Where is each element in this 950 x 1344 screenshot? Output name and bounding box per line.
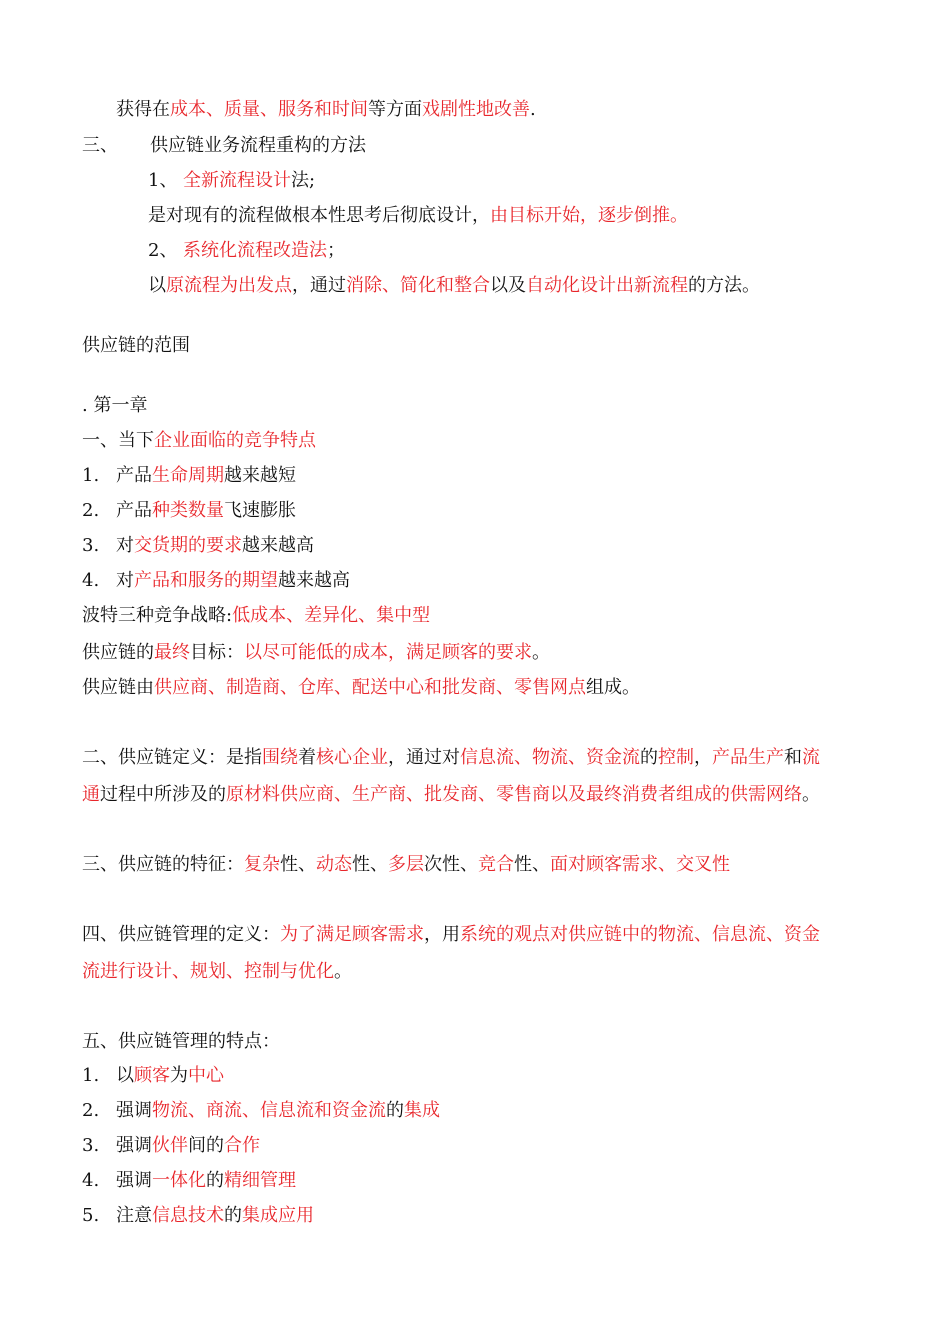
highlighted-text: 种类数量 xyxy=(152,500,224,521)
body-text: 以及 xyxy=(490,275,526,296)
body-text: 等方面 xyxy=(368,99,422,120)
text-line xyxy=(82,641,550,665)
highlighted-text: 通 xyxy=(82,784,100,805)
text-line xyxy=(82,534,314,558)
body-text: 强调 xyxy=(116,1170,152,1191)
highlighted-text: 全新流程设计 xyxy=(183,170,291,191)
list-number: 3. xyxy=(82,1135,100,1156)
highlighted-text: 竞合 xyxy=(478,854,514,875)
body-text: 着 xyxy=(298,747,316,768)
list-number: 1. xyxy=(82,1065,100,1086)
text-line xyxy=(148,204,688,228)
highlighted-text: 由目标开始，逐步倒推。 xyxy=(490,205,688,226)
highlighted-text: 信息流、物流、资金流 xyxy=(460,747,640,768)
highlighted-text: 交货期的要求 xyxy=(134,535,242,556)
highlighted-text: 自动化设计出新流程 xyxy=(526,275,688,296)
highlighted-text: 最终 xyxy=(154,642,190,663)
highlighted-text: 多层 xyxy=(388,854,424,875)
body-text: 对 xyxy=(116,570,134,591)
body-text: 注意 xyxy=(116,1205,152,1226)
body-text: 为 xyxy=(170,1065,188,1086)
list-number: 4. xyxy=(82,1170,100,1191)
highlighted-text: 企业面临的竞争特点 xyxy=(154,430,316,451)
body-text: 次性、 xyxy=(424,854,478,875)
text-line xyxy=(82,676,640,700)
body-text: 越来越短 xyxy=(224,465,296,486)
text-line xyxy=(82,960,352,984)
body-text: 三、供应链的特征： xyxy=(82,854,244,875)
text-line xyxy=(82,429,316,453)
body-text: 强调 xyxy=(116,1135,152,1156)
body-text: ，用 xyxy=(424,924,460,945)
body-text: 的 xyxy=(224,1205,242,1226)
highlighted-text: 成本、质量、服务和时间 xyxy=(170,99,368,120)
text-line xyxy=(116,98,536,122)
body-text: 越来越高 xyxy=(242,535,314,556)
highlighted-text: 消除、简化和整合 xyxy=(346,275,490,296)
highlighted-text: 以尽可能低的成本，满足顾客的要求 xyxy=(244,642,532,663)
highlighted-text: 控制 xyxy=(658,747,694,768)
body-text: 一、当下 xyxy=(82,430,154,451)
body-text: ； xyxy=(327,240,345,261)
body-text: 法; xyxy=(291,170,316,191)
text-line xyxy=(148,169,315,193)
text-line xyxy=(82,1134,260,1158)
body-text: 。 xyxy=(802,784,820,805)
body-text: 的 xyxy=(640,747,658,768)
body-text: ，通过对 xyxy=(388,747,460,768)
body-text: 的 xyxy=(386,1100,404,1121)
text-line xyxy=(82,1169,296,1193)
highlighted-text: 物流、商流、信息流和资金流 xyxy=(152,1100,386,1121)
highlighted-text: 复杂 xyxy=(244,854,280,875)
text-line xyxy=(82,394,147,418)
highlighted-text: 低成本、差异化、集中型 xyxy=(232,605,431,626)
list-number: 2. xyxy=(82,1100,100,1121)
highlighted-text: 系统化流程改造法 xyxy=(183,240,327,261)
highlighted-text: 动态 xyxy=(316,854,352,875)
body-text: 性、 xyxy=(514,854,550,875)
highlighted-text: 流进行设计、规划、控制与优化 xyxy=(82,961,334,982)
body-text: 间的 xyxy=(188,1135,224,1156)
body-text: . xyxy=(530,99,536,120)
body-text: 强调 xyxy=(116,1100,152,1121)
body-text: 性、 xyxy=(352,854,388,875)
text-line xyxy=(82,1030,280,1054)
list-number: 2. xyxy=(82,500,100,521)
body-text: 目标： xyxy=(190,642,244,663)
highlighted-text: 集成应用 xyxy=(242,1205,314,1226)
body-text: 供应链的 xyxy=(82,642,154,663)
body-text: 以 xyxy=(148,275,166,296)
text-line xyxy=(82,746,820,770)
highlighted-text: 面对顾客需求、交叉性 xyxy=(550,854,730,875)
body-text: ，通过 xyxy=(292,275,346,296)
highlighted-text: 产品和服务的期望 xyxy=(134,570,278,591)
list-number: 2、 xyxy=(148,240,178,261)
text-line xyxy=(82,134,366,158)
highlighted-text: 信息技术 xyxy=(152,1205,224,1226)
list-number: 1、 xyxy=(148,170,178,191)
body-text: 的方法。 xyxy=(688,275,760,296)
highlighted-text: 一体化 xyxy=(152,1170,206,1191)
body-text: 四、供应链管理的定义： xyxy=(82,924,280,945)
highlighted-text: 合作 xyxy=(224,1135,260,1156)
highlighted-text: 生命周期 xyxy=(152,465,224,486)
body-text: 供应链业务流程重构的方法 xyxy=(150,135,366,156)
text-line xyxy=(82,1099,440,1123)
text-line xyxy=(148,239,345,263)
text-line xyxy=(82,783,820,807)
highlighted-text: 原流程为出发点 xyxy=(166,275,292,296)
highlighted-text: 核心企业 xyxy=(316,747,388,768)
body-text: 对 xyxy=(116,535,134,556)
highlighted-text: 系统的观点对供应链中的物流、信息流、资金 xyxy=(460,924,820,945)
text-line xyxy=(82,464,296,488)
body-text: 过程中所涉及的 xyxy=(100,784,226,805)
text-line xyxy=(148,274,760,298)
list-number: 3. xyxy=(82,535,100,556)
highlighted-text: 原材料供应商、生产商、批发商、零售商以及最终消费者组成的供需网络 xyxy=(226,784,802,805)
body-text: 获得在 xyxy=(116,99,170,120)
body-text: 二、供应链定义：是指 xyxy=(82,747,262,768)
text-line xyxy=(82,923,820,947)
highlighted-text: 中心 xyxy=(188,1065,224,1086)
body-text: 供应链的范围 xyxy=(82,335,190,356)
body-text: 性、 xyxy=(280,854,316,875)
highlighted-text: 围绕 xyxy=(262,747,298,768)
text-line xyxy=(82,853,730,877)
list-number: 1. xyxy=(82,465,100,486)
body-text: 越来越高 xyxy=(278,570,350,591)
body-text: 波特三种竞争战略: xyxy=(82,605,233,626)
body-text: 飞速膨胀 xyxy=(224,500,296,521)
list-number: 三、 xyxy=(82,135,118,156)
highlighted-text: 顾客 xyxy=(134,1065,170,1086)
highlighted-text: 戏剧性地改善 xyxy=(422,99,530,120)
highlighted-text: 精细管理 xyxy=(224,1170,296,1191)
body-text: 五、供应链管理的特点： xyxy=(82,1031,280,1052)
body-text: 以 xyxy=(116,1065,134,1086)
highlighted-text: 集成 xyxy=(404,1100,440,1121)
text-line xyxy=(82,1204,314,1228)
body-text: 产品 xyxy=(116,465,152,486)
highlighted-text: 供应商、制造商、仓库、配送中心和批发商、零售网点 xyxy=(154,677,586,698)
body-text: 的 xyxy=(206,1170,224,1191)
body-text: ， xyxy=(694,747,712,768)
body-text: 和 xyxy=(784,747,802,768)
highlighted-text: 伙伴 xyxy=(152,1135,188,1156)
body-text: . 第一章 xyxy=(82,395,148,416)
list-number: 4. xyxy=(82,570,100,591)
highlighted-text: 为了满足顾客需求 xyxy=(280,924,424,945)
body-text: 供应链由 xyxy=(82,677,154,698)
body-text: 。 xyxy=(532,642,550,663)
body-text: 。 xyxy=(334,961,352,982)
highlighted-text: 流 xyxy=(802,747,820,768)
body-text: 产品 xyxy=(116,500,152,521)
body-text: 是对现有的流程做根本性思考后彻底设计， xyxy=(148,205,490,226)
highlighted-text: 产品生产 xyxy=(712,747,784,768)
text-line xyxy=(82,604,430,628)
body-text: 组成。 xyxy=(586,677,640,698)
list-number: 5. xyxy=(82,1205,100,1226)
text-line xyxy=(82,334,190,358)
text-line xyxy=(82,1064,224,1088)
text-line xyxy=(82,569,350,593)
text-line xyxy=(82,499,296,523)
